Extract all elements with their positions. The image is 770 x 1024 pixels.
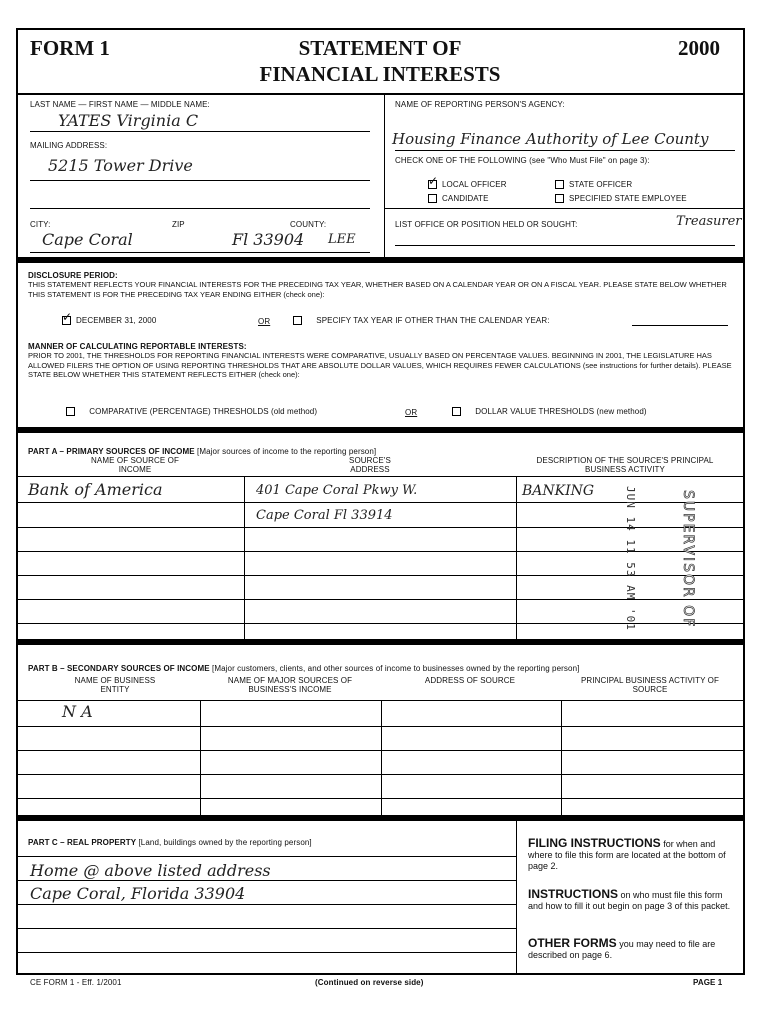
mailing-field[interactable]: 5215 Tower Drive (48, 156, 193, 175)
part-b-col-activity: PRINCIPAL BUSINESS ACTIVITY OF SOURCE (581, 676, 719, 694)
part-c-line (16, 880, 516, 881)
dollar-checkbox[interactable] (452, 407, 461, 416)
part-a-col-address: SOURCE'S ADDRESS (349, 456, 391, 474)
part-a-row-line (16, 476, 745, 477)
received-stamp-words: SUPERVISOR OF (680, 490, 696, 629)
filing-instructions-text: for when and where to file this form are located at the bottom of page 2. (528, 839, 726, 871)
office-field[interactable]: Treasurer (676, 214, 742, 229)
agency-line (395, 150, 735, 151)
form-title-line2: FINANCIAL INTERESTS (259, 62, 501, 86)
comparative-checkbox[interactable] (66, 407, 75, 416)
part-c-line (16, 904, 516, 905)
footer-form-id: CE FORM 1 - Eff. 1/2001 (30, 978, 122, 987)
name-line (30, 131, 370, 132)
part-b-col-address: ADDRESS OF SOURCE (424, 676, 516, 685)
other-year-field[interactable] (632, 325, 728, 326)
name-label: LAST NAME — FIRST NAME — MIDDLE NAME: (30, 100, 210, 109)
part-c-divider (516, 821, 517, 973)
instructions-heading: INSTRUCTIONS (528, 887, 618, 901)
section-bar (16, 815, 745, 821)
section-bar (16, 427, 745, 433)
form-year: 2000 (678, 36, 720, 60)
identity-divider (384, 95, 385, 258)
local-officer-label: LOCAL OFFICER (442, 180, 507, 189)
part-b-title-line (28, 664, 579, 673)
zip-label: ZIP (172, 220, 185, 229)
part-c-line (16, 928, 516, 929)
part-a-source-address[interactable]: 401 Cape Coral Pkwy W. (256, 483, 418, 498)
part-a-divider (516, 476, 517, 640)
office-label: LIST OFFICE OR POSITION HELD OR SOUGHT: (395, 220, 578, 229)
december-label: DECEMBER 31, 2000 (76, 316, 157, 325)
part-c-property-line2[interactable]: Cape Coral, Florida 33904 (30, 884, 246, 903)
zip-field[interactable]: Fl 33904 (232, 230, 305, 249)
part-c-line (16, 952, 516, 953)
section-bar (16, 639, 745, 645)
other-year-checkbox[interactable] (293, 316, 302, 325)
specified-employee-option[interactable] (555, 194, 687, 203)
header-rule (16, 93, 745, 95)
manner-heading: MANNER OF CALCULATING REPORTABLE INTERESTS: (28, 342, 247, 351)
other-year-label: SPECIFY TAX YEAR IF OTHER THAN THE CALENDAR YEAR: (316, 316, 550, 325)
dollar-label: DOLLAR VALUE THRESHOLDS (new method) (475, 407, 647, 416)
part-c-title: PART C – REAL PROPERTY (28, 838, 137, 847)
mailing-line1 (30, 180, 370, 181)
name-field[interactable]: YATES Virginia C (58, 111, 199, 130)
county-field[interactable]: LEE (328, 232, 356, 247)
candidate-label: CANDIDATE (442, 194, 489, 203)
mailing-label: MAILING ADDRESS: (30, 141, 108, 150)
other-year-option[interactable] (293, 316, 550, 325)
other-forms-heading: OTHER FORMS (528, 936, 617, 950)
agency-check-rule (384, 208, 745, 209)
disclosure-heading: DISCLOSURE PERIOD: (28, 271, 118, 280)
part-a-col-name: NAME OF SOURCE OF INCOME (91, 456, 179, 474)
part-a-source-description[interactable]: BANKING (522, 483, 595, 499)
december-option[interactable] (62, 316, 156, 325)
part-b-divider (561, 700, 562, 816)
candidate-checkbox[interactable] (428, 194, 437, 203)
part-a-source-address-2[interactable]: Cape Coral Fl 33914 (256, 508, 393, 523)
part-b-col-entity: NAME OF BUSINESS ENTITY (74, 676, 156, 694)
state-officer-option[interactable] (555, 180, 632, 189)
december-checkbox[interactable] (62, 316, 71, 325)
instructions-text: on who must file this form and how to fill it out begin on page 3 of this packet. (528, 890, 731, 911)
part-c-title-line (28, 838, 312, 847)
agency-label: NAME OF REPORTING PERSON'S AGENCY: (395, 100, 565, 109)
part-b-divider (381, 700, 382, 816)
check-one-label: CHECK ONE OF THE FOLLOWING (see "Who Must File" on page 3): (395, 156, 650, 165)
state-officer-label: STATE OFFICER (569, 180, 633, 189)
section-bar (16, 257, 745, 263)
disclosure-text: THIS STATEMENT REFLECTS YOUR FINANCIAL INTERESTS FOR THE PRECEDING TAX YEAR, WHETHER BASED ON A CALENDAR YEAR OR ON A FISCAL YEAR. PLEASE STATE BELOW WHETHER THIS STATEMENT IS FOR THE PRECEDING TAX YEAR ENDING EITHER (check one): (28, 280, 727, 299)
form-title-line1: STATEMENT OF (298, 36, 462, 60)
disclosure-or: OR (258, 317, 271, 326)
filing-instructions (528, 838, 736, 872)
who-must-file-instructions (528, 889, 736, 912)
comparative-option[interactable] (66, 407, 317, 416)
part-c-property-line1[interactable]: Home @ above listed address (30, 861, 271, 880)
other-forms-note (528, 938, 736, 961)
filing-instructions-heading: FILING INSTRUCTIONS (528, 836, 661, 850)
specified-employee-label: SPECIFIED STATE EMPLOYEE (569, 194, 687, 203)
specified-employee-checkbox[interactable] (555, 194, 564, 203)
office-line (395, 245, 735, 246)
part-a-subtitle: [Major sources of income to the reporting person] (197, 447, 377, 456)
received-stamp-date: JUN 14 11 53 AM '01 (624, 486, 637, 631)
mailing-line2 (30, 208, 370, 209)
part-b-entity-field[interactable]: N A (62, 702, 93, 721)
part-a-title-line (28, 447, 376, 456)
comparative-label: COMPARATIVE (PERCENTAGE) THRESHOLDS (old method) (89, 407, 318, 416)
part-a-source-name[interactable]: Bank of America (28, 480, 163, 499)
candidate-option[interactable] (428, 194, 489, 203)
manner-text: PRIOR TO 2001, THE THRESHOLDS FOR REPORTING FINANCIAL INTERESTS WERE COMPARATIVE, USUALLY BASED ON PERCENTAGE VALUES. BEGINNING IN 2001, THE LEGISLATURE HAS ALLOWED FILERS THE OPTION OF USING REPORTING THRESHOLDS THAT ARE ABSOLUTE DOLLAR VALUES, WHICH REQUIRES FEWER CALCULATIONS (see instructions for further details). PLEASE STATE BELOW WHETHER THIS STATEMENT REFLECTS EITHER (check one): (28, 351, 732, 379)
part-b-col-sources: NAME OF MAJOR SOURCES OF BUSINESS'S INCOME (227, 676, 353, 694)
city-field[interactable]: Cape Coral (42, 230, 133, 249)
footer-page: PAGE 1 (693, 978, 723, 987)
part-a-divider (244, 476, 245, 640)
agency-field[interactable]: Housing Finance Authority of Lee County (392, 130, 709, 148)
part-c-line (16, 856, 516, 857)
other-forms-text: you may need to file are described on page 6. (528, 939, 716, 960)
state-officer-checkbox[interactable] (555, 180, 564, 189)
footer-continued: (Continued on reverse side) (315, 978, 424, 987)
manner-or: OR (405, 408, 418, 417)
form-number: FORM 1 (30, 36, 110, 60)
part-c-subtitle: [Land, buildings owned by the reporting person] (138, 838, 312, 847)
part-b-title: PART B – SECONDARY SOURCES OF INCOME (28, 664, 210, 673)
county-label: COUNTY: (290, 220, 327, 229)
part-a-title: PART A – PRIMARY SOURCES OF INCOME (28, 447, 195, 456)
part-a-col-description: DESCRIPTION OF THE SOURCE'S PRINCIPAL BUSINESS ACTIVITY (536, 456, 714, 474)
local-officer-checkbox[interactable] (428, 180, 437, 189)
dollar-option[interactable] (452, 407, 647, 416)
part-b-subtitle: [Major customers, clients, and other sources of income to businesses owned by the reporting person] (212, 664, 580, 673)
city-line (30, 252, 370, 253)
part-b-divider (200, 700, 201, 816)
city-label: CITY: (30, 220, 51, 229)
local-officer-option[interactable] (428, 180, 507, 189)
